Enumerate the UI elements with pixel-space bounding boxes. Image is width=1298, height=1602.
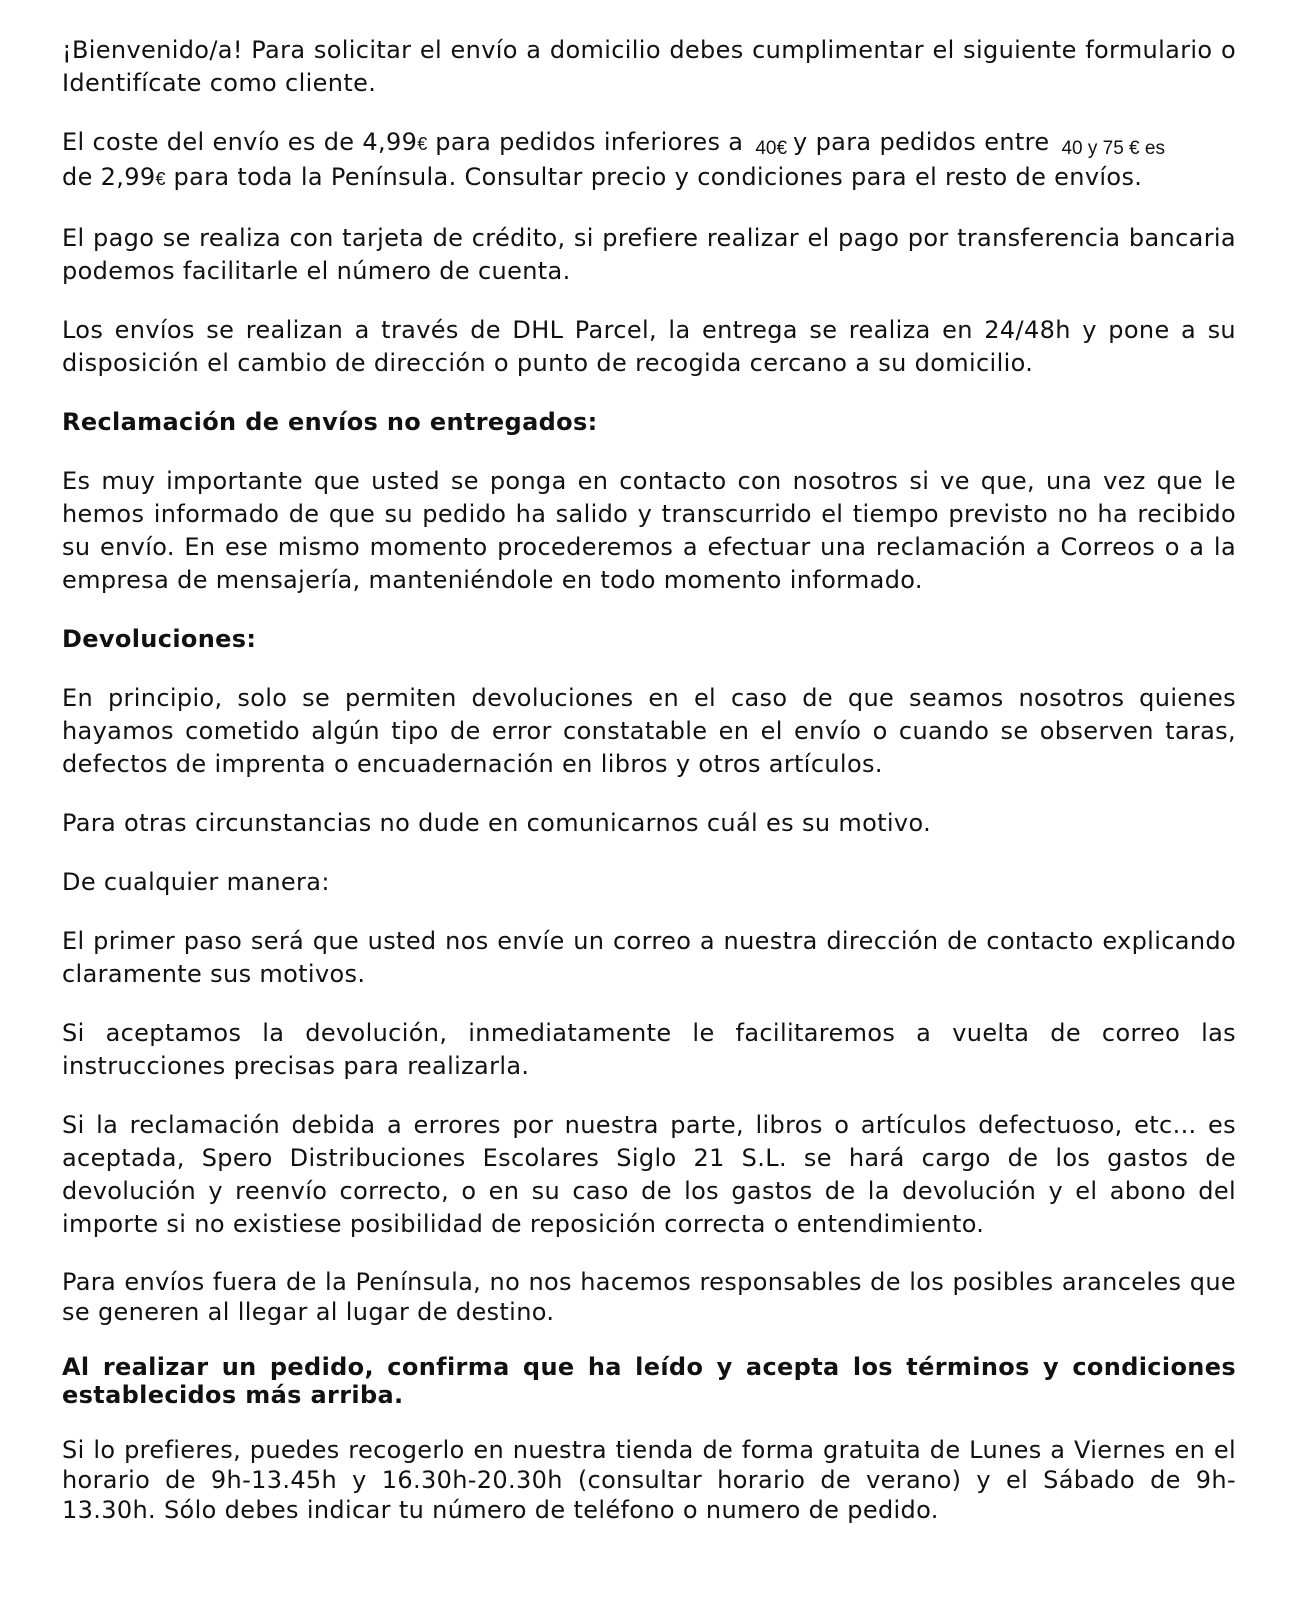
threshold-price: 40€ — [755, 138, 788, 159]
claims-paragraph: Es muy importante que usted se ponga en contacto con nosotros si ve que, una vez que le hemos informado de que su pedido ha salido y transcurrido el tiempo previsto no ha recibido su envío. En ese mismo momento procederemos a efectuar una reclamación a Correos o a la empresa de mensajería, manteniéndole en todo momento informado. — [62, 467, 1236, 594]
shipping-cost-text-d: de 2,99 — [62, 163, 156, 191]
outside-peninsula-paragraph: Para envíos fuera de la Península, no nos hacemos responsables de los posibles aranceles que se generen al llegar al lugar de destino. — [62, 1268, 1236, 1326]
terms-acceptance-paragraph: Al realizar un pedido, confirma que ha leído y acepta los términos y condiciones establecidos más arriba. — [62, 1353, 1236, 1409]
welcome-paragraph: ¡Bienvenido/a! Para solicitar el envío a domicilio debes cumplimentar el siguiente formulario o Identifícate como cliente. — [62, 36, 1236, 97]
other-circumstances-paragraph: Para otras circunstancias no dude en comunicarnos cuál es su motivo. — [62, 809, 932, 837]
shipping-cost-text-b: para pedidos inferiores a — [427, 128, 752, 156]
first-step-paragraph: El primer paso será que usted nos envíe un correo a nuestra dirección de contacto explicando claramente sus motivos. — [62, 927, 1236, 988]
price-range: 40 y 75 € es — [1061, 138, 1165, 159]
delivery-paragraph: Los envíos se realizan a través de DHL Parcel, la entrega se realiza en 24/48h y pone a su disposición el cambio de dirección o punto de recogida cercano a su domicilio. — [62, 316, 1236, 377]
shipping-cost-text-c: y para pedidos entre — [793, 128, 1058, 156]
shipping-info-document — [62, 34, 1236, 1551]
payment-paragraph: El pago se realiza con tarjeta de crédito, si prefiere realizar el pago por transferencia bancaria podemos facilitarle el número de cuenta. — [62, 224, 1236, 285]
shipping-cost-text-a: El coste del envío es de 4,99 — [62, 128, 418, 156]
returns-heading: Devoluciones: — [62, 625, 257, 653]
accepted-claim-paragraph: Si la reclamación debida a errores por nuestra parte, libros o artículos defectuoso, etc... es aceptada, Spero Distribuciones Escolares Siglo 21 S.L. se hará cargo de los gastos de devolución y reenvío correcto, o en su caso de los gastos de la devolución y el abono del importe si no existiese posibilidad de reposición correcta o entendimiento. — [62, 1111, 1236, 1238]
returns-paragraph: En principio, solo se permiten devoluciones en el caso de que seamos nosotros quienes hayamos cometido algún tipo de error constatable en el envío o cuando se observen taras, defectos de imprenta o encuadernación en libros y otros artículos. — [62, 684, 1236, 778]
shipping-cost-paragraph — [62, 126, 1236, 196]
accept-return-paragraph: Si aceptamos la devolución, inmediatamente le facilitaremos a vuelta de correo las instrucciones precisas para realizarla. — [62, 1019, 1236, 1080]
shipping-cost-text-e: para toda la Península. Consultar precio y condiciones para el resto de envíos. — [165, 163, 1143, 191]
store-pickup-paragraph: Si lo prefieres, puedes recogerlo en nuestra tienda de forma gratuita de Lunes a Viernes en el horario de 9h-13.45h y 16.30h-20.30h (consultar horario de verano) y el Sábado de 9h-13.30h. Sólo debes indicar tu número de teléfono o numero de pedido. — [62, 1436, 1236, 1524]
any-case-paragraph: De cualquier manera: — [62, 868, 330, 896]
claims-heading: Reclamación de envíos no entregados: — [62, 408, 598, 436]
euro-symbol: € — [155, 169, 166, 189]
euro-symbol: € — [417, 134, 428, 154]
